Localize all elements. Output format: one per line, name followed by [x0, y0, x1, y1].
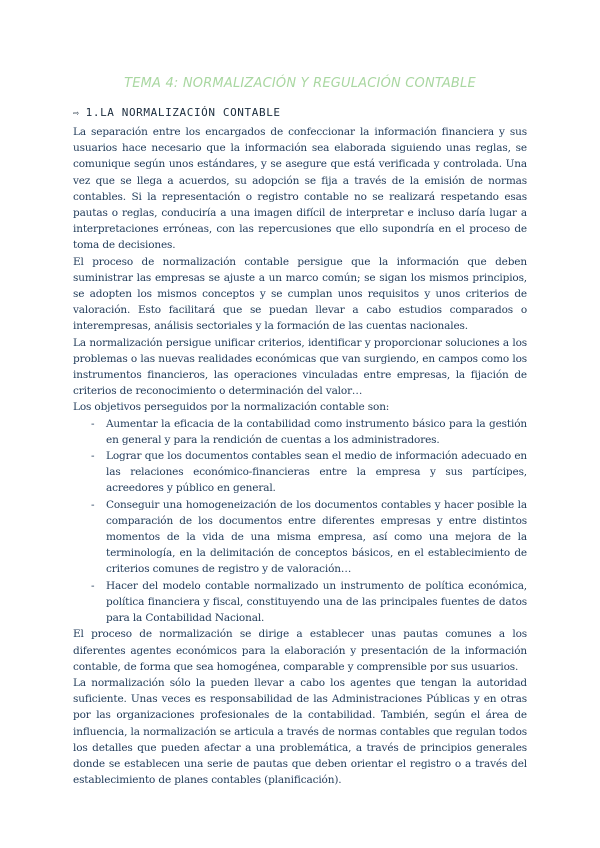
list-bullet: -	[91, 579, 95, 592]
section-heading-text: 1.LA NORMALIZACIÓN CONTABLE	[85, 106, 281, 119]
list-item-text: Lograr que los documentos contables sean el medio de información adecuado en las relaciones económico-financieras entre la empresa y sus partícipes, acreedores y público en general.	[106, 450, 527, 495]
paragraph: El proceso de normalización se dirige a establecer unas pautas comunes a los diferentes agentes económicos para la elaboración y presentación de la información contable, de forma que sea homogénea, comparable y comprensible por sus usuarios.	[73, 628, 527, 673]
document-title: TEMA 4: NORMALIZACIÓN Y REGULACIÓN CONTABLE	[124, 76, 476, 91]
paragraph: La separación entre los encargados de confeccionar la información financiera y sus usuarios hace necesario que la información sea elaborada siguiendo unas reglas, se comunique según unos estándares, y se asegure que está verificada y controlada. Una vez que se llega a acuerdos, su adopción se fija a través de la emisión de normas contables. Si la representación o registro contable no se realizará respetando esas pautas o reglas, conduciría a una imagen difícil de interpretar e incluso daría lugar a interpretaciones erróneas, con las repercusiones que ello supondría en el proceso de toma de decisiones.	[73, 126, 527, 252]
paragraph: La normalización persigue unificar criterios, identificar y proporcionar soluciones a los problemas o las nuevas realidades económicas que van surgiendo, en campos como los instrumentos financieros, las operaciones vinculadas entre empresas, la fijación de criterios de reconocimiento o determinación del valor…	[73, 336, 527, 398]
list-item	[91, 578, 527, 627]
list-bullet: -	[91, 417, 95, 430]
list-item	[91, 416, 527, 448]
hollow-arrow-icon: ⇨	[73, 108, 80, 119]
list-bullet: -	[91, 450, 95, 463]
paragraph: La normalización sólo la pueden llevar a cabo los agentes que tengan la autoridad suficiente. Unas veces es responsabilidad de las Administraciones Públicas y en otras por las organizaciones profesionales de la contabilidad. También, según el área de influencia, la normalización se articula a través de normas contables que regulan todos los detalles que pueden afectar a una problemática, a través de principios generales donde se establecen una serie de pautas que deben orientar el registro o a través del establecimiento de planes contables (planificación).	[73, 676, 527, 787]
section-heading	[73, 106, 281, 119]
list-item	[91, 448, 527, 497]
list-item-text: Hacer del modelo contable normalizado un instrumento de política económica, política financiera y fiscal, constituyendo una de las principales fuentes de datos para la Contabilidad Nacional.	[106, 579, 527, 625]
document-body	[73, 124, 527, 788]
objectives-list	[73, 416, 527, 627]
list-item-text: Aumentar la eficacia de la contabilidad como instrumento básico para la gestión en general y para la rendición de cuentas a los administradores.	[106, 417, 527, 446]
paragraph: Los objetivos perseguidos por la normalización contable son:	[73, 401, 390, 414]
list-item	[91, 497, 527, 578]
paragraph: El proceso de normalización contable persigue que la información que deben suministrar las empresas se ajuste a un marco común; se sigan los mismos principios, se adopten los mismos conceptos y se cumplan unos requisitos y unos criterios de valoración. Esto facilitará que se puedan llevar a cabo estudios comparados o interempresas, análisis sectoriales y la formación de las cuentas nacionales.	[73, 255, 527, 333]
list-item-text: Conseguir una homogeneización de los documentos contables y hacer posible la comparación de los documentos entre diferentes empresas y entre distintos momentos de la vida de una misma empresa, así como una mejora de la terminología, en la delimitación de conceptos básicos, en el establecimiento de criterios comunes de registro y de valoración…	[106, 498, 527, 576]
list-bullet: -	[91, 498, 95, 511]
